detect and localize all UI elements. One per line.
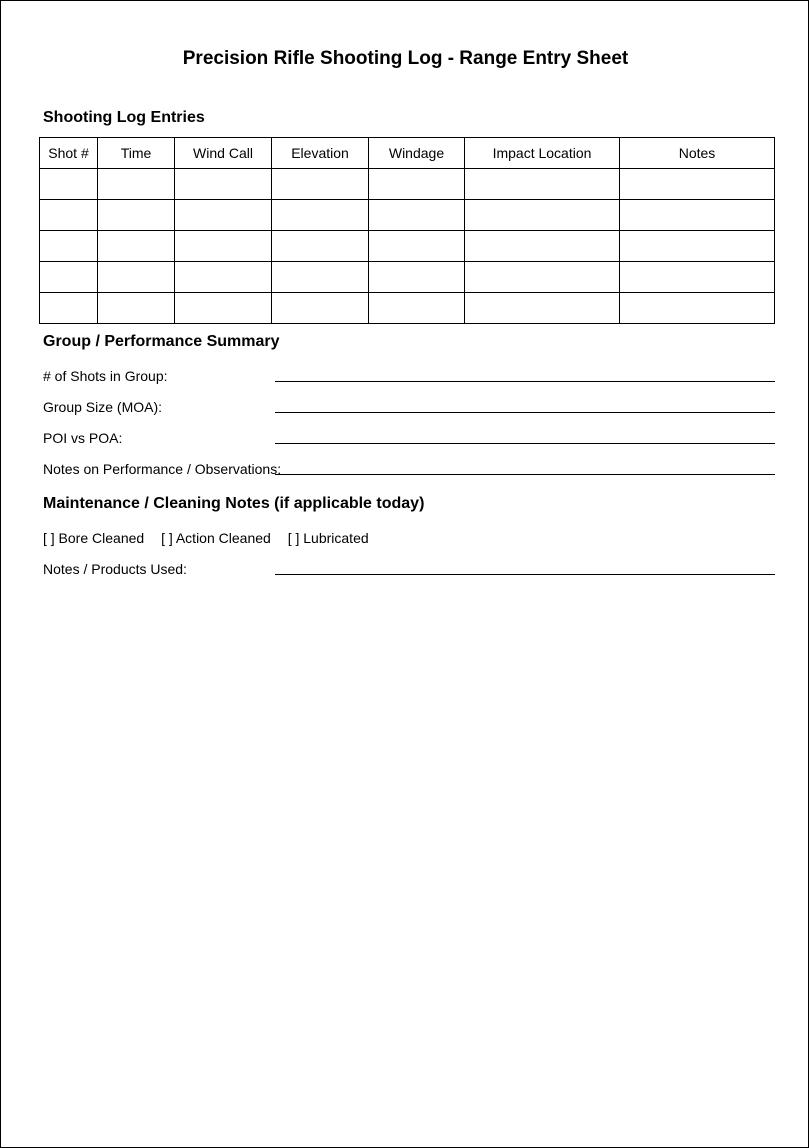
table-cell[interactable] [175,169,272,200]
table-row [40,200,775,231]
table-cell[interactable] [98,231,175,262]
column-header-impact-location: Impact Location [465,138,620,169]
table-cell[interactable] [620,293,775,324]
table-cell[interactable] [40,169,98,200]
column-header-notes: Notes [620,138,775,169]
table-cell[interactable] [369,169,465,200]
maintenance-heading: Maintenance / Cleaning Notes (if applicable today) [43,495,425,512]
lubricated-checkbox[interactable]: [ ] Lubricated [287,530,369,546]
shooting-log-table [39,137,775,324]
table-cell[interactable] [620,262,775,293]
table-cell[interactable] [369,293,465,324]
table-cell[interactable] [369,231,465,262]
products-used-field[interactable] [275,574,775,575]
column-header-wind-call: Wind Call [175,138,272,169]
table-cell[interactable] [620,231,775,262]
table-cell[interactable] [175,293,272,324]
table-cell[interactable] [40,293,98,324]
table-row [40,231,775,262]
performance-notes-label: Notes on Performance / Observations: [43,461,282,477]
table-cell[interactable] [40,200,98,231]
table-cell[interactable] [40,262,98,293]
table-row [40,293,775,324]
table-cell[interactable] [272,262,369,293]
bore-cleaned-checkbox[interactable]: [ ] Bore Cleaned [43,530,145,546]
column-header-windage: Windage [369,138,465,169]
page-title: Precision Rifle Shooting Log - Range Entry Sheet [182,48,629,69]
performance-notes-field[interactable] [275,474,775,475]
action-cleaned-checkbox[interactable]: [ ] Action Cleaned [161,530,271,546]
group-size-field[interactable] [275,412,775,413]
column-header-shot-number: Shot # [40,138,98,169]
shots-in-group-field[interactable] [275,381,775,382]
table-cell[interactable] [620,200,775,231]
poi-vs-poa-field[interactable] [275,443,775,444]
column-header-elevation: Elevation [272,138,369,169]
table-header-row [40,138,775,169]
table-cell[interactable] [465,262,620,293]
table-cell[interactable] [465,293,620,324]
table-cell[interactable] [272,231,369,262]
table-cell[interactable] [272,200,369,231]
table-row [40,262,775,293]
table-cell[interactable] [98,200,175,231]
table-cell[interactable] [620,169,775,200]
table-cell[interactable] [369,200,465,231]
table-cell[interactable] [98,169,175,200]
group-summary-heading: Group / Performance Summary [43,333,280,350]
table-cell[interactable] [369,262,465,293]
table-cell[interactable] [175,262,272,293]
table-cell[interactable] [175,231,272,262]
table-cell[interactable] [465,200,620,231]
maintenance-checklist [43,530,382,546]
table-cell[interactable] [465,169,620,200]
table-row [40,169,775,200]
table-cell[interactable] [272,293,369,324]
table-cell[interactable] [465,231,620,262]
table-cell[interactable] [40,231,98,262]
table-cell[interactable] [175,200,272,231]
shots-in-group-label: # of Shots in Group: [43,368,168,384]
shooting-log-heading: Shooting Log Entries [43,109,205,126]
column-header-time: Time [98,138,175,169]
poi-vs-poa-label: POI vs POA: [43,430,123,446]
table-cell[interactable] [98,293,175,324]
group-size-label: Group Size (MOA): [43,399,163,415]
products-used-label: Notes / Products Used: [43,561,187,577]
table-cell[interactable] [98,262,175,293]
table-cell[interactable] [272,169,369,200]
